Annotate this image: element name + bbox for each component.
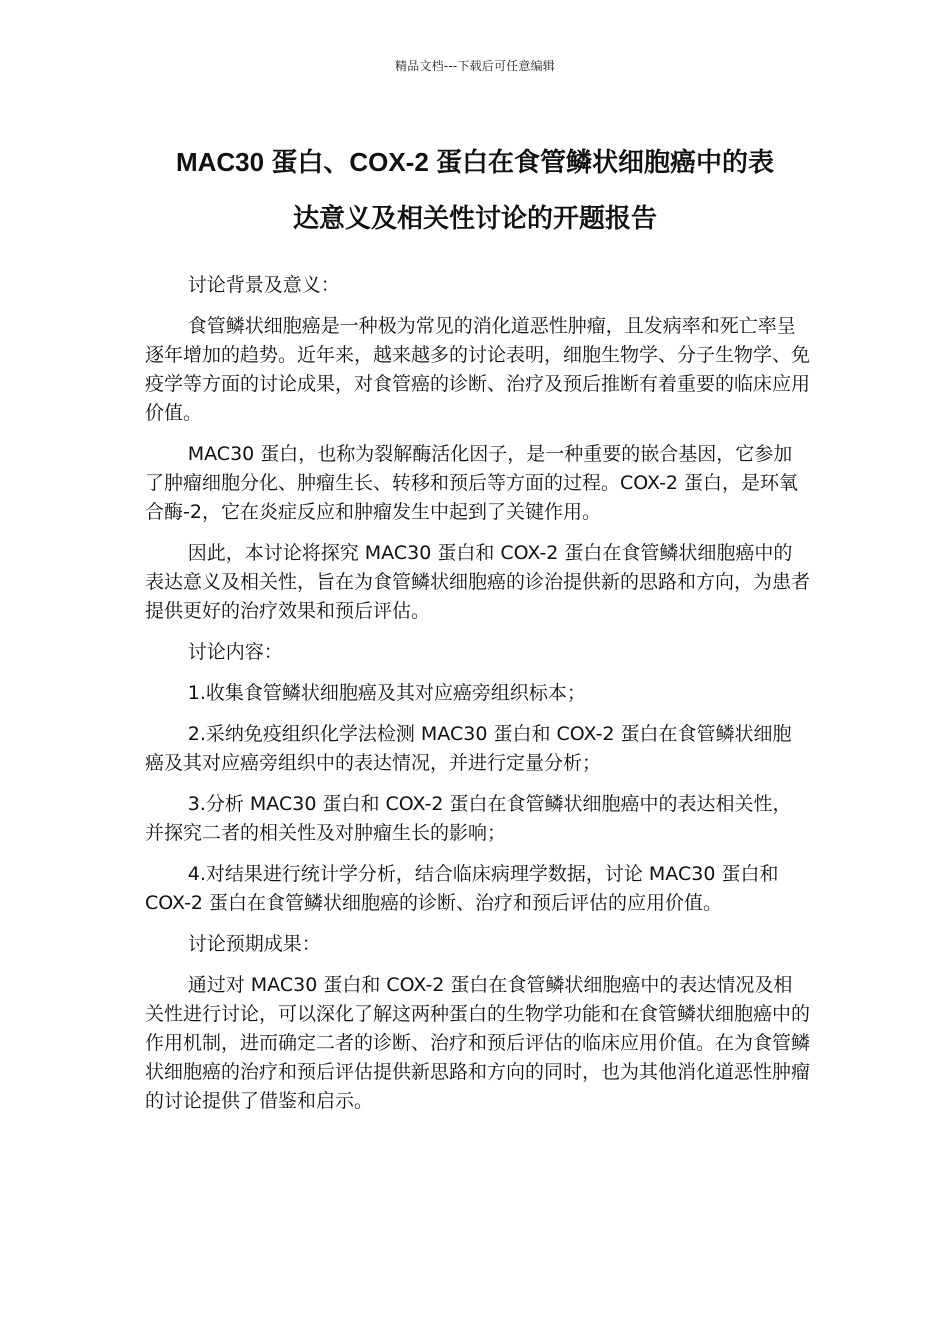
content-item-2: 2.采纳免疫组织化学法检测 MAC30 蛋白和 COX-2 蛋白在食管鳞状细胞癌及其对应癌旁组织中的表达情况，并进行定量分析； [145,723,792,774]
header-note: 精品文档---下载后可任意编辑 [395,59,555,73]
content-item-1: 1.收集食管鳞状细胞癌及其对应癌旁组织标本； [187,682,586,704]
section-heading-content: 讨论内容： [187,641,283,663]
section-heading-background: 讨论背景及意义： [187,274,340,296]
content-item-3: 3.分析 MAC30 蛋白和 COX-2 蛋白在食管鳞状细胞癌中的表达相关性，并探究二者的相关性及对肿瘤生长的影响； [145,793,792,844]
paragraph-expected-results: 通过对 MAC30 蛋白和 COX-2 蛋白在食管鳞状细胞癌中的表达情况及相关性进行讨论，可以深化了解这两种蛋白的生物学功能和在食管鳞状细胞癌中的作用机制，进而确定二者的诊断、治疗和预后评估的临床应用价值。在为食管鳞状细胞癌的治疗和预后评估提供新思路和方向的同时，也为其他消化道恶性肿瘤的讨论提供了借鉴和启示。 [145,974,811,1112]
title-line-2: 达意义及相关性讨论的开题报告 [292,203,657,233]
paragraph-background: 食管鳞状细胞癌是一种极为常见的消化道恶性肿瘤，且发病率和死亡率呈逐年增加的趋势。近年来，越来越多的讨论表明，细胞生物学、分子生物学、免疫学等方面的讨论成果，对食管癌的诊断、治疗及预后推断有着重要的临床应用价值。 [145,315,811,424]
section-heading-expected-results: 讨论预期成果： [187,933,321,955]
document-body [145,271,810,1128]
paragraph-mac30-cox2: MAC30 蛋白，也称为裂解酶活化因子，是一种重要的嵌合基因，它参加了肿瘤细胞分化、肿瘤生长、转移和预后等方面的过程。COX-2 蛋白，是环氧合酶-2，它在炎症反应和肿瘤发生中起到了关键作用。 [145,443,799,523]
title-line-1: MAC30 蛋白、COX-2 蛋白在食管鳞状细胞癌中的表 [175,147,775,177]
paragraph-purpose: 因此，本讨论将探究 MAC30 蛋白和 COX-2 蛋白在食管鳞状细胞癌中的表达意义及相关性，旨在为食管鳞状细胞癌的诊治提供新的思路和方向，为患者提供更好的治疗效果和预后评估。 [145,542,811,622]
content-item-4: 4.对结果进行统计学分析，结合临床病理学数据，讨论 MAC30 蛋白和 COX-2 蛋白在食管鳞状细胞癌的诊断、治疗和预后评估的应用价值。 [145,863,779,914]
document-title [138,134,812,246]
